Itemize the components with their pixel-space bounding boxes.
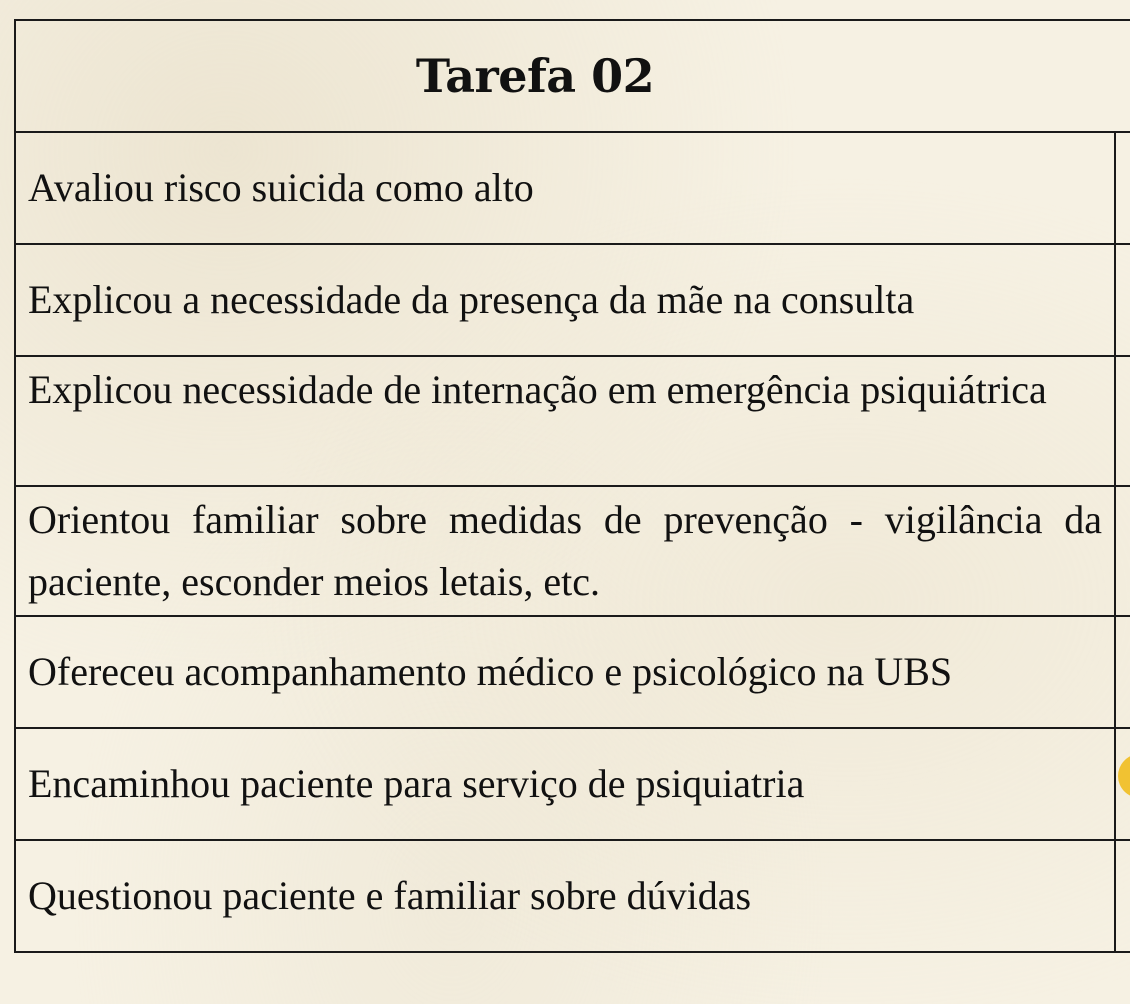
score-cell [1116, 133, 1130, 243]
checklist-table [14, 19, 1130, 953]
table-title: Tarefa 02 [415, 49, 655, 103]
score-cell [1116, 487, 1130, 615]
score-cell [1116, 617, 1130, 727]
item-text: Ofereceu acompanhamento médico e psicológico na UBS [16, 617, 1116, 727]
table-row [16, 617, 1130, 729]
table-row [16, 841, 1130, 953]
table-header [16, 21, 1130, 133]
item-text: Encaminhou paciente para serviço de psiquiatria [16, 729, 1116, 839]
score-cell [1116, 841, 1130, 951]
item-text: Avaliou risco suicida como alto [16, 133, 1116, 243]
table-row [16, 487, 1130, 617]
item-text: Questionou paciente e familiar sobre dúvidas [16, 841, 1116, 951]
score-cell [1116, 357, 1130, 485]
item-text: Orientou familiar sobre medidas de prevenção - vigilância da paciente, esconder meios letais, etc. [16, 487, 1116, 615]
item-text: Explicou a necessidade da presença da mãe na consulta [16, 245, 1116, 355]
table-row [16, 729, 1130, 841]
item-text: Explicou necessidade de internação em emergência psiquiátrica [16, 357, 1116, 485]
table-row [16, 245, 1130, 357]
table-row [16, 357, 1130, 487]
table-row [16, 133, 1130, 245]
score-cell [1116, 245, 1130, 355]
